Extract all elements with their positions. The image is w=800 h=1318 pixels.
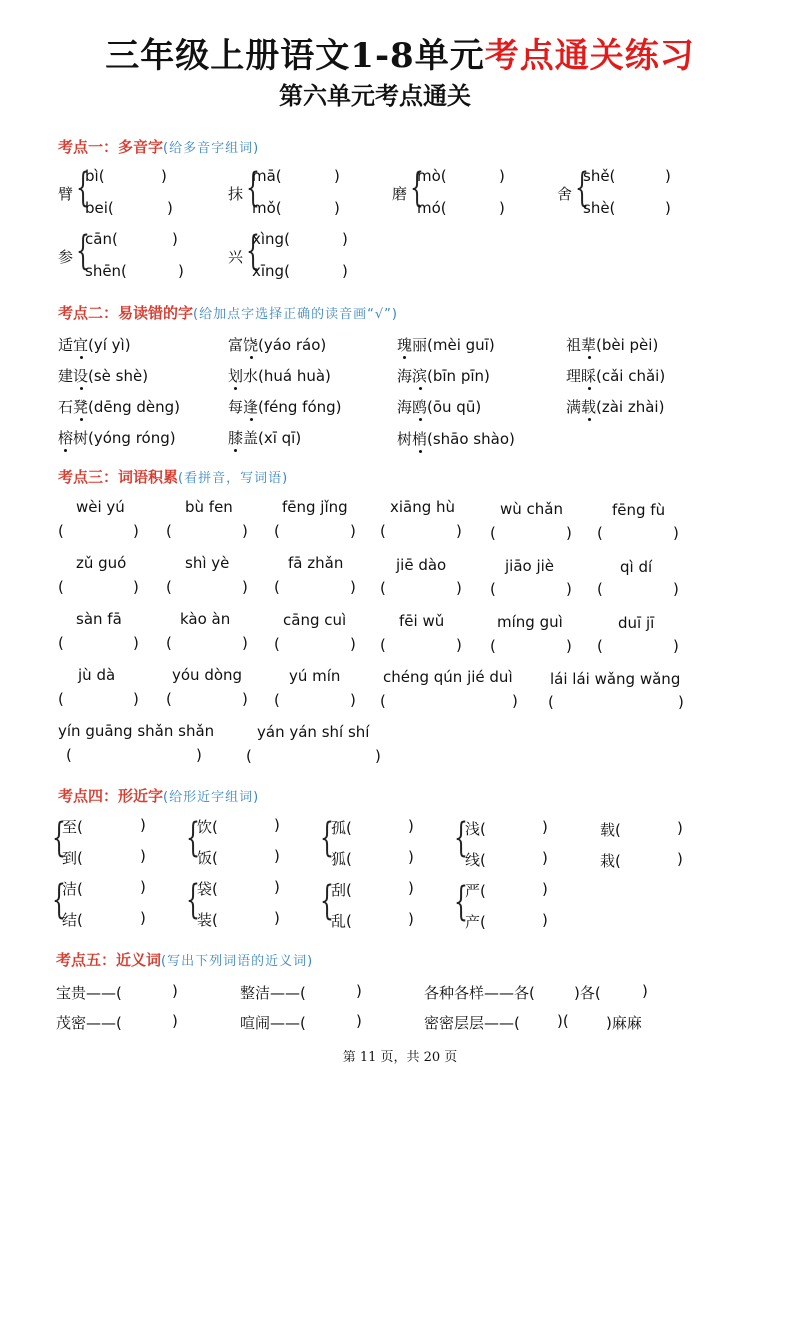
answer-blank-close: ) [673,524,679,542]
synonym-item: 宝贵——( [56,984,122,1002]
blank-close: ) [356,1012,362,1030]
section-3-hint: (看拼音，写词语) [178,471,289,486]
brace-icon: { [454,879,468,925]
brace-icon: { [186,815,200,861]
blank-close: ) [172,230,178,248]
pinyin-prompt: yán yán shí shí [257,723,370,741]
unit-subtitle: 第六单元考点通关 [279,81,471,110]
pinyin-prompt: zǔ guó [76,554,127,572]
reading-b: mó( [417,199,447,217]
polyphone-char: 参 [58,248,74,266]
similar-char-a: 饮( [197,818,218,836]
answer-blank-close: ) [566,524,572,542]
pronunciation-item: 海鸥(ōu qū) [397,398,482,416]
answer-blank-open[interactable]: ( [166,522,172,540]
brace-icon: { [410,165,424,211]
answer-blank-close: ) [456,522,462,540]
brace-icon: { [320,878,334,924]
section-4-hint: (给形近字组词) [163,790,260,805]
page-footer: 第 11 页，共 20 页 [342,1050,458,1065]
answer-blank-close: ) [350,578,356,596]
answer-blank-open[interactable]: ( [380,692,386,710]
emphasis-dot [588,418,591,421]
answer-blank-open[interactable]: ( [380,579,386,597]
blank-close: ) [408,817,414,835]
pinyin-prompt: lái lái wǎng wǎng [550,670,681,688]
brace-icon: { [76,165,90,211]
blank-close: ) [677,850,683,868]
section-1-heading: 考点一：多音字(给多音字组词) [58,138,260,156]
polyphone-char: 磨 [392,185,408,203]
answer-blank-close: ) [133,522,139,540]
reading-b: shè( [583,199,616,217]
polyphone-char: 兴 [228,248,244,266]
section-4-heading: 考点四：形近字(给形近字组词) [58,787,260,805]
pronunciation-item: 每逢(féng fóng) [228,398,342,416]
synonym-item: 密密层层——( [424,1014,520,1032]
emphasis-dot [403,356,406,359]
blank-close: ) [408,848,414,866]
pinyin-prompt: cāng cuì [283,611,347,629]
pinyin-prompt: fēng jǐng [282,498,348,516]
section-5-heading: 考点五：近义词(写出下列词语的近义词) [56,951,314,969]
similar-char-b: 结( [62,911,83,929]
blank-close: ) [167,199,173,217]
polyphone-char: 抹 [228,185,244,203]
polyphone-char: 臂 [58,185,74,203]
answer-blank-open[interactable]: ( [274,635,280,653]
answer-blank-open[interactable]: ( [58,634,64,652]
similar-char-b: 线( [465,851,486,869]
answer-blank-open[interactable]: ( [597,580,603,598]
answer-blank-close: ) [242,634,248,652]
blank-close: ) [408,879,414,897]
synonym-item: 喧闹——( [240,1014,306,1032]
pinyin-prompt: duī jī [618,614,655,632]
brace-icon: { [246,228,260,274]
emphasis-dot [588,387,591,390]
answer-blank-close: ) [133,578,139,596]
answer-blank-close: ) [350,522,356,540]
section-1-hint: (给多音字组词) [163,141,260,156]
answer-blank-close: ) [350,635,356,653]
answer-blank-close: ) [242,578,248,596]
answer-blank-open[interactable]: ( [274,691,280,709]
pinyin-prompt: yú mín [289,667,341,685]
pinyin-prompt: míng guì [497,613,563,631]
pinyin-prompt: yín guāng shǎn shǎn [58,722,215,740]
answer-blank-open[interactable]: ( [166,690,172,708]
section-5-hint: (写出下列词语的近义词) [161,954,314,969]
blank-close: ) [334,167,340,185]
answer-blank-close: ) [196,746,202,764]
answer-blank-close: ) [350,691,356,709]
answer-blank-close: ) [456,636,462,654]
title-red: 考点通关练习 [484,36,695,76]
pinyin-prompt: fēng fù [612,501,666,519]
answer-blank-open[interactable]: ( [246,747,252,765]
blank-close: ) [274,909,280,927]
reading-a: mā( [252,167,282,185]
answer-blank-open[interactable]: ( [166,634,172,652]
emphasis-dot [588,356,591,359]
blank-close: ) [172,1012,178,1030]
pinyin-prompt: jiē dào [396,556,447,574]
pinyin-prompt: chéng qún jié duì [383,668,513,686]
pronunciation-item: 富饶(yáo ráo) [228,336,327,354]
reading-a: xìng( [252,230,290,248]
similar-char-b: 产( [465,913,486,931]
pinyin-prompt: kào àn [180,610,231,628]
emphasis-dot [419,450,422,453]
answer-blank-close: ) [566,580,572,598]
pinyin-prompt: fēi wǔ [399,612,445,630]
similar-char-a: 孤( [331,819,352,837]
similar-char-a: 载( [600,821,621,839]
emphasis-dot [419,418,422,421]
synonym-item: )各( [574,984,601,1002]
pinyin-prompt: jù dà [78,666,116,684]
synonym-item: )( [557,1012,569,1030]
pronunciation-item: 理睬(cǎi chǎi) [566,367,666,385]
blank-close: ) [642,982,648,1000]
blank-close: ) [178,262,184,280]
answer-blank-close: ) [512,692,518,710]
page-title [0,28,800,77]
blank-close: ) [342,262,348,280]
emphasis-dot [234,387,237,390]
pinyin-prompt: shì yè [185,554,230,572]
emphasis-dot [80,387,83,390]
similar-char-a: 至( [62,818,83,836]
brace-icon: { [575,165,589,211]
brace-icon: { [52,815,66,861]
reading-a: shě( [583,167,616,185]
answer-blank-open[interactable]: ( [597,524,603,542]
answer-blank-close: ) [673,580,679,598]
answer-blank-open[interactable]: ( [66,746,72,764]
answer-blank-open[interactable]: ( [380,636,386,654]
blank-close: ) [140,909,146,927]
synonym-item: 各种各样——各( [424,984,535,1002]
answer-blank-open[interactable]: ( [490,637,496,655]
pinyin-prompt: fā zhǎn [288,554,344,572]
emphasis-dot [80,418,83,421]
answer-blank-open[interactable]: ( [597,637,603,655]
blank-close: ) [334,199,340,217]
blank-close: ) [542,849,548,867]
answer-blank-close: ) [456,579,462,597]
answer-blank-close: ) [242,690,248,708]
blank-close: ) [140,816,146,834]
pinyin-prompt: jiāo jiè [505,557,555,575]
blank-close: ) [274,816,280,834]
pinyin-prompt: wèi yú [76,498,125,516]
answer-blank-close: ) [133,690,139,708]
answer-blank-open[interactable]: ( [274,578,280,596]
blank-close: ) [542,880,548,898]
similar-char-b: 装( [197,911,218,929]
answer-blank-close: ) [566,637,572,655]
synonym-item: )麻麻 [606,1014,642,1032]
answer-blank-open[interactable]: ( [490,524,496,542]
polyphone-char: 舍 [557,185,573,203]
emphasis-dot [250,356,253,359]
pronunciation-item: 瑰丽(mèi guī) [397,336,495,354]
pronunciation-item: 满载(zài zhài) [566,398,665,416]
brace-icon: { [76,228,90,274]
emphasis-dot [80,356,83,359]
answer-blank-close: ) [673,637,679,655]
reading-b: bei( [85,199,114,217]
reading-b: shēn( [85,262,127,280]
reading-a: mò( [417,167,447,185]
answer-blank-open[interactable]: ( [274,522,280,540]
pinyin-prompt: sàn fā [76,610,122,628]
blank-close: ) [542,818,548,836]
pronunciation-item: 建设(sè shè) [58,367,149,385]
pinyin-prompt: wù chǎn [500,500,563,518]
pronunciation-item: 适宜(yí yì) [58,336,131,354]
blank-close: ) [140,847,146,865]
similar-char-a: 浅( [465,820,486,838]
pronunciation-item: 膝盖(xī qī) [228,429,302,447]
blank-close: ) [542,911,548,929]
pronunciation-item: 石凳(dēng dèng) [58,398,181,416]
similar-char-b: 饭( [197,849,218,867]
pronunciation-item: 祖辈(bèi pèi) [566,336,659,354]
brace-icon: { [246,165,260,211]
blank-close: ) [172,982,178,1000]
blank-close: ) [274,878,280,896]
answer-blank-open[interactable]: ( [380,522,386,540]
answer-blank-close: ) [678,693,684,711]
reading-b: xīng( [252,262,290,280]
similar-char-b: 狐( [331,850,352,868]
section-3-heading: 考点三：词语积累(看拼音，写词语) [58,468,289,486]
blank-close: ) [274,847,280,865]
emphasis-dot [419,387,422,390]
blank-close: ) [665,167,671,185]
brace-icon: { [454,815,468,861]
similar-char-b: 乱( [331,912,352,930]
brace-icon: { [186,877,200,923]
blank-close: ) [408,910,414,928]
synonym-item: 茂密——( [56,1014,122,1032]
answer-blank-open[interactable]: ( [58,522,64,540]
similar-char-b: 到( [62,849,83,867]
title-black: 三年级上册语文1-8单元 [105,36,485,76]
similar-char-a: 刮( [331,881,352,899]
similar-char-a: 袋( [197,880,218,898]
answer-blank-open[interactable]: ( [166,578,172,596]
answer-blank-close: ) [133,634,139,652]
blank-close: ) [342,230,348,248]
blank-close: ) [499,199,505,217]
reading-a: bì( [85,167,105,185]
brace-icon: { [52,877,66,923]
synonym-item: 整洁——( [240,984,306,1002]
answer-blank-open[interactable]: ( [58,578,64,596]
similar-char-a: 严( [465,882,486,900]
blank-close: ) [665,199,671,217]
pinyin-prompt: yóu dòng [172,666,243,684]
pinyin-prompt: qì dí [620,558,653,576]
answer-blank-close: ) [242,522,248,540]
pronunciation-item: 树梢(shāo shào) [397,430,515,448]
answer-blank-open[interactable]: ( [548,693,554,711]
emphasis-dot [250,418,253,421]
blank-close: ) [140,878,146,896]
emphasis-dot [234,449,237,452]
pinyin-prompt: bù fen [185,498,233,516]
blank-close: ) [161,167,167,185]
section-2-hint: (给加点字选择正确的读音画“√”) [193,307,398,322]
pronunciation-item: 榕树(yóng róng) [58,429,176,447]
blank-close: ) [356,982,362,1000]
section-2-heading: 考点二：易读错的字(给加点字选择正确的读音画“√”) [58,304,398,322]
similar-char-a: 洁( [62,880,83,898]
pronunciation-item: 海滨(bīn pīn) [397,367,490,385]
pinyin-prompt: xiāng hù [390,498,456,516]
reading-b: mǒ( [252,199,282,217]
answer-blank-open[interactable]: ( [58,690,64,708]
answer-blank-open[interactable]: ( [490,580,496,598]
similar-char-b: 栽( [600,852,621,870]
answer-blank-close: ) [375,747,381,765]
reading-a: cān( [85,230,118,248]
blank-close: ) [677,819,683,837]
pronunciation-item: 划水(huá huà) [228,367,331,385]
blank-close: ) [499,167,505,185]
emphasis-dot [64,449,67,452]
brace-icon: { [320,815,334,861]
